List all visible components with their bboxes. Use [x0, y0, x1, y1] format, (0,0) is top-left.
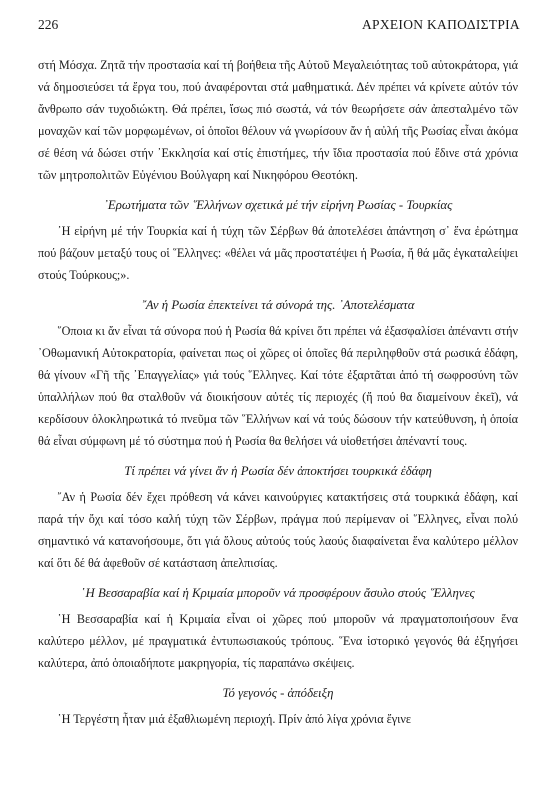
page-number: 226 — [38, 17, 59, 32]
section-heading: ᾽Ερωτήματα τῶν ῞Ελλήνων σχετικά μέ τήν εἰρήνη Ρωσίας - Τουρκίας — [103, 198, 453, 212]
paragraph: ῾Η Βεσσαραβία καί ἡ Κριμαία εἶναι οἱ χῶρες πού μποροῦν νά πραγματοποιήσουν ἕνα καλύτερο μέλλον, μέ πραγματικά ἐντυπωσιακούς τρόπους. ῞Ενα ἱστορικό γεγονός θά ἐξηγήσει καλύτερα, ἀπό ὁποιαδήποτε μακρηγορία, τίς παραπάνω σκέψεις. — [38, 612, 518, 670]
section-heading: Τί πρέπει νά γίνει ἄν ἡ Ρωσία δέν ἀποκτήσει τουρκικά ἐδάφη — [124, 464, 432, 478]
section-heading: ῎Αν ἡ Ρωσία ἐπεκτείνει τά σύνορά της. ᾽Αποτελέσματα — [141, 298, 415, 312]
paragraph: ᾽Η εἰρήνη μέ τήν Τουρκία καί ἡ τύχη τῶν Σέρβων θά ἀποτελέσει ἀπάντηση σ᾽ ἕνα ἐρώτημα πού βάζουν μεταξύ τους οἱ ῞Ελληνες: «θέλει νά μᾶς προστατέψει ἡ Ρωσία, ἤ θά μᾶς ἐγκαταλείψει στούς Τούρκους;». — [38, 224, 518, 282]
paragraph: ῎Αν ἡ Ρωσία δέν ἔχει πρόθεση νά κάνει καινούργιες κατακτήσεις στά τουρκικά ἐδάφη, καί παρά τήν ὄχι καί τόσο καλή τύχη τῶν Σέρβων, πράγμα πού περίμεναν οἱ ῞Ελληνες, εἶναι πολύ σημαντικό νά κατανοήσουμε, ὅτι γιά ὅλους αὐτούς τούς λαούς διαφαίνεται ἕνα καλύτερο μέλλον καί ὅτι δέ θά ἀφεθοῦν σέ κατάσταση ἀπελπισίας. — [38, 490, 518, 570]
paragraph: ῞Οποια κι ἄν εἶναι τά σύνορα πού ἡ Ρωσία θά κρίνει ὅτι πρέπει νά ἐξασφαλίσει ἀπέναντι στήν ᾽Οθωμανική Αὐτοκρατορία, φαίνεται πως οἱ χῶρες οἱ ὁποῖες θά περιληφθοῦν στά ρωσικά ἐδάφη, θά γίνουν «Γῆ τῆς ᾽Επαγγελίας» γιά τούς ῞Ελληνες. Καί τότε ἐξαρτᾶται ἀπό τή σωφροσύνη τῶν ὑπαλλήλων πού θα σταλθοῦν νά διοικήσουν αὐτές τίς περιοχές (ἤ πού θα διαμείνουν ἐκεῖ), νά κερδίσουν ὁλοκληρωτικά τό πνεῦμα τῶν ῞Ελλήνων καί νά τούς δώσουν τήν κατεύθυνση, ἡ ὁποία θά εἶναι σύμφωνη μέ τό σύστημα πού ἡ Ρωσία θα θελήσει νά υἱοθετήσει ἀπέναντί τους. — [38, 324, 518, 448]
paragraph: στή Μόσχα. Ζητᾶ τήν προστασία καί τή βοήθεια τῆς Αὐτοῦ Μεγαλειότητας τοῦ αὐτοκράτορα, γιά νά δημοσιεύσει τά ἔργα του, πού ἀναφέρονται στά μαθηματικά. Δέν πρέπει νά κρίνετε αὐτόν τόν ἄνθρωπο σάν τυχοδιώκτη. Θά πρέπει, ἴσως πιό σωστά, νά τόν θεωρήσετε σάν ἀπεσταλμένο τῶν μοναχῶν καί τῶν μορφωμένων, οἱ ὁποῖοι θέλουν νά γνωρίσουν ἄν ἡ αὐλή τῆς Ρωσίας εἶναι ἀκόμα σέ θέση νά δώσει στήν ᾽Εκκλησία καί στίς ἐπιστήμες, τήν ἴδια προστασία πού ἔδινε στά χρόνια τῶν μητροπολιτῶν Εὐγένιου Βούλγαρη καί Νικηφόρου Θεοτόκη. — [38, 58, 518, 182]
page-body — [38, 54, 518, 730]
paragraph: ῾Η Τεργέστη ἦταν μιά ἐξαθλιωμένη περιοχή. Πρίν ἀπό λίγα χρόνια ἔγινε — [57, 712, 412, 726]
section-heading: ῾Η Βεσσαραβία καί ἡ Κριμαία μποροῦν νά προσφέρουν ἄσυλο στούς ῞Ελληνες — [81, 586, 475, 600]
running-title: ΑΡΧΕΙΟΝ ΚΑΠΟΔΙΣΤΡΙΑ — [361, 17, 520, 32]
running-header — [38, 14, 520, 34]
section-heading: Τό γεγονός - ἀπόδειξη — [222, 686, 334, 700]
